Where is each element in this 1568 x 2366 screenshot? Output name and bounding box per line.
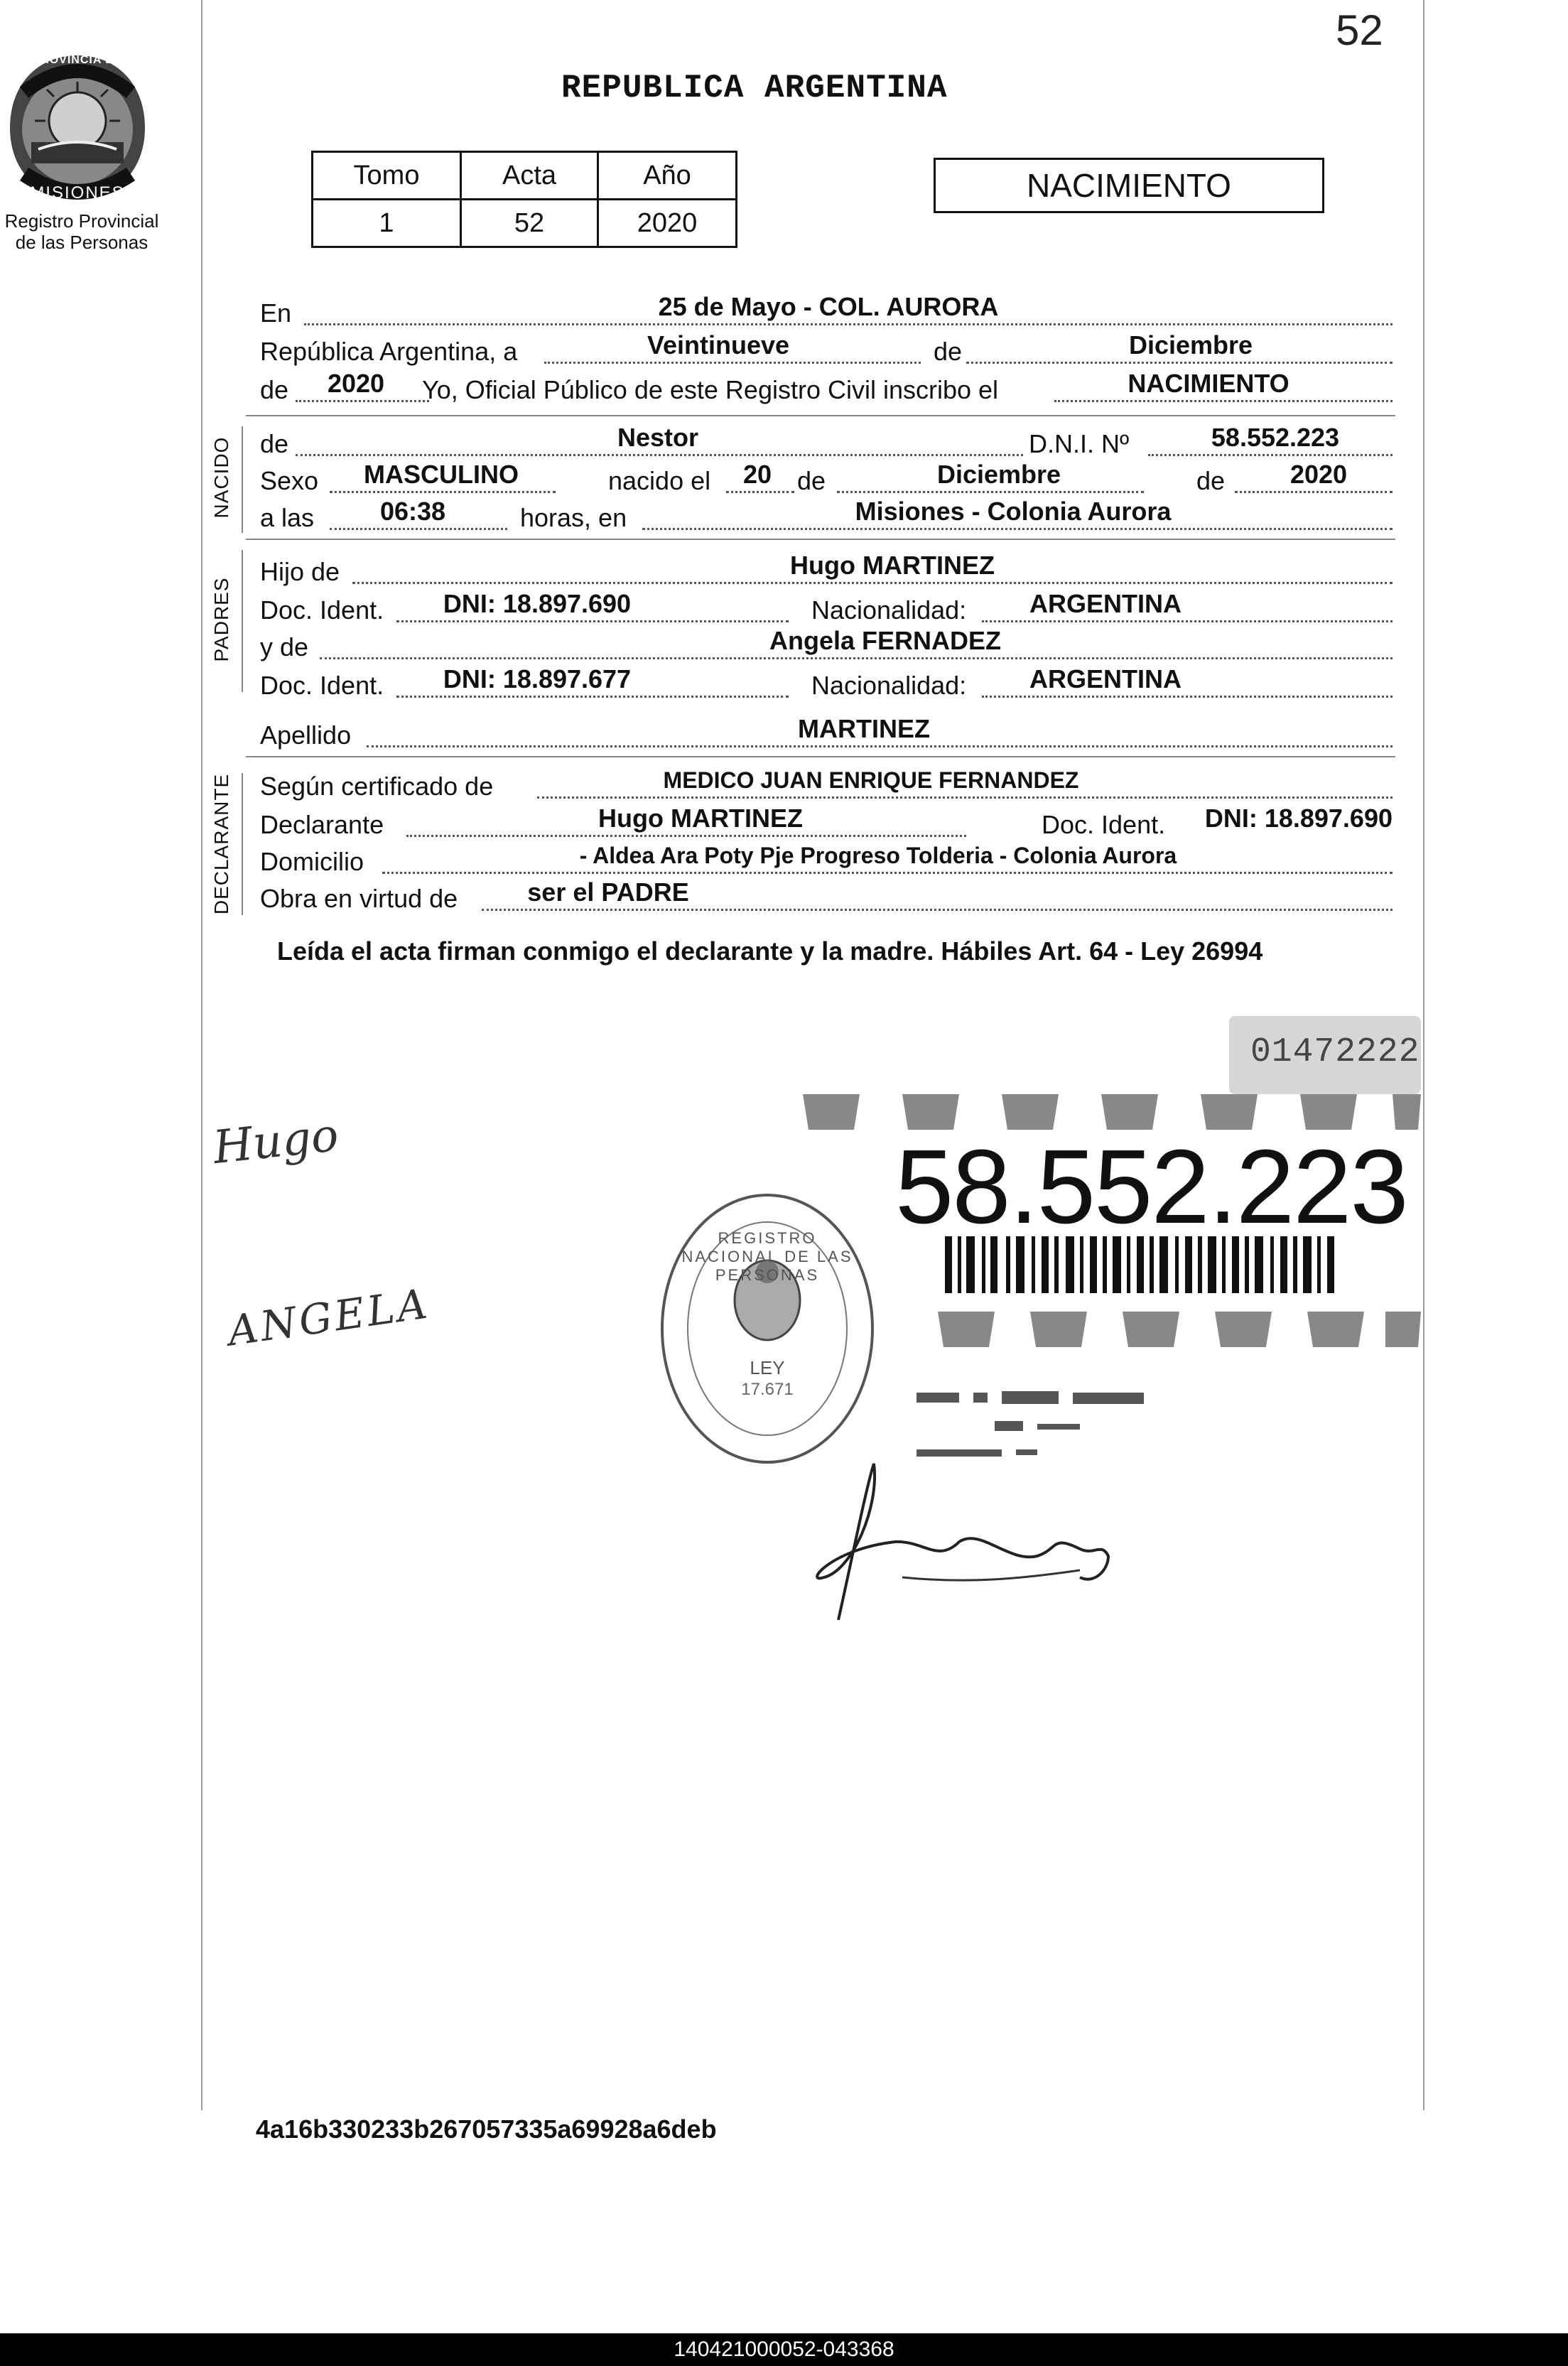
emblem-top-text: PROVINCIA DE bbox=[32, 54, 123, 66]
label-en: En bbox=[260, 298, 292, 328]
label-y-de: y de bbox=[260, 632, 309, 661]
official-signature bbox=[796, 1449, 1165, 1638]
separator-2 bbox=[246, 539, 1395, 540]
value-birth-month: Diciembre bbox=[936, 460, 1061, 489]
record-type-box: NACIMIENTO bbox=[934, 158, 1324, 213]
value-time: 06:38 bbox=[379, 497, 446, 526]
tomo-value: 1 bbox=[313, 200, 461, 247]
line-mother bbox=[260, 626, 1393, 665]
father-signature: Hugo bbox=[210, 1108, 341, 1175]
emblem-bottom-text: MISIONES bbox=[30, 183, 125, 202]
line-capacity bbox=[260, 877, 1393, 917]
seal-ley: LEY bbox=[750, 1357, 785, 1378]
section-declarante: DECLARANTE bbox=[210, 773, 232, 915]
acta-header: Acta bbox=[461, 152, 598, 200]
page-number: 52 bbox=[1336, 6, 1383, 54]
line-year bbox=[260, 369, 1393, 408]
label-horas-en: horas, en bbox=[520, 503, 627, 532]
value-declarant: Hugo MARTINEZ bbox=[598, 804, 803, 833]
value-mother: Angela FERNADEZ bbox=[769, 626, 1002, 655]
label-dni: D.N.I. Nº bbox=[1029, 429, 1130, 458]
provincial-emblem bbox=[3, 50, 152, 205]
label-obra: Obra en virtud de bbox=[260, 884, 458, 913]
value-dni: 58.552.223 bbox=[1211, 423, 1340, 452]
acta-value: 52 bbox=[461, 200, 598, 247]
registry-name bbox=[0, 210, 163, 253]
line-name bbox=[260, 423, 1393, 462]
seal-text: REGISTRO NACIONAL DE LAS PERSONAS bbox=[681, 1229, 853, 1284]
footer-barcode-id: 140421000052-043368 bbox=[0, 2333, 1568, 2366]
label-a-las: a las bbox=[260, 503, 315, 532]
label-de-mes: de bbox=[934, 337, 963, 366]
value-name: Nestor bbox=[617, 423, 699, 452]
section-padres: PADRES bbox=[210, 577, 232, 662]
value-address: - Aldea Ara Poty Pje Progreso Tolderia - Colonia Aurora bbox=[579, 843, 1177, 868]
line-date bbox=[260, 330, 1393, 369]
line-surname bbox=[260, 714, 1393, 753]
label-de-anio: de bbox=[260, 375, 289, 404]
label-de-dia: de bbox=[797, 466, 826, 495]
separator-1 bbox=[246, 415, 1395, 416]
seal-ley-number: 17.671 bbox=[741, 1380, 794, 1399]
label-declarante: Declarante bbox=[260, 810, 384, 839]
value-birth-place: Misiones - Colonia Aurora bbox=[855, 497, 1172, 526]
value-father-nat: ARGENTINA bbox=[1029, 589, 1182, 618]
value-year: 2020 bbox=[327, 369, 385, 398]
volume-value-row bbox=[313, 200, 737, 247]
left-margin-line bbox=[201, 0, 202, 2110]
line-mother-doc bbox=[260, 664, 1393, 703]
label-apellido: Apellido bbox=[260, 720, 352, 750]
registry-line-1: Registro Provincial bbox=[4, 210, 159, 232]
line-father bbox=[260, 551, 1393, 590]
line-certificate bbox=[260, 767, 1393, 804]
value-mother-nat: ARGENTINA bbox=[1029, 664, 1182, 693]
document-hash: 4a16b330233b267057335a69928a6deb bbox=[256, 2114, 717, 2144]
value-father: Hugo MARTINEZ bbox=[790, 551, 995, 580]
line-sex bbox=[260, 460, 1393, 499]
serial-number: 01472222 bbox=[1250, 1033, 1420, 1071]
registry-line-2: de las Personas bbox=[15, 232, 148, 253]
right-margin-line bbox=[1423, 0, 1424, 2110]
label-doc-ident-father: Doc. Ident. bbox=[260, 595, 384, 625]
line-father-doc bbox=[260, 589, 1393, 628]
section-nacido: NACIDO bbox=[210, 436, 232, 519]
document-title: REPUBLICA ARGENTINA bbox=[561, 70, 948, 107]
value-mother-doc: DNI: 18.897.677 bbox=[443, 664, 632, 693]
label-nacido-el: nacido el bbox=[608, 466, 711, 495]
value-father-doc: DNI: 18.897.690 bbox=[443, 589, 632, 618]
value-sex: MASCULINO bbox=[364, 460, 519, 489]
line-declarant bbox=[260, 804, 1393, 843]
label-republica: República Argentina, a bbox=[260, 337, 518, 366]
value-surname: MARTINEZ bbox=[798, 714, 930, 743]
value-certificate: MEDICO JUAN ENRIQUE FERNANDEZ bbox=[663, 767, 1079, 793]
separator-3 bbox=[246, 756, 1395, 757]
label-de-nombre: de bbox=[260, 429, 289, 458]
value-month: Diciembre bbox=[1128, 330, 1253, 360]
closing-text: Leída el acta firman conmigo el declarante y la madre. Hábiles Art. 64 - Ley 26994 bbox=[277, 936, 1263, 966]
label-hijo-de: Hijo de bbox=[260, 557, 340, 586]
value-declarant-doc: DNI: 18.897.690 bbox=[1204, 804, 1393, 833]
label-inscribo: Yo, Oficial Público de este Registro Civil inscribo el bbox=[422, 375, 999, 404]
line-time bbox=[260, 497, 1393, 536]
line-place bbox=[260, 292, 1393, 331]
nacido-section-bar bbox=[242, 426, 243, 533]
declarante-section-bar bbox=[242, 773, 243, 915]
id-sticker bbox=[796, 1087, 1421, 1350]
national-registry-seal bbox=[654, 1187, 881, 1471]
volume-header-row bbox=[313, 152, 737, 200]
anio-value: 2020 bbox=[598, 200, 737, 247]
value-capacity: ser el PADRE bbox=[527, 877, 689, 907]
mother-signature: ANGELA bbox=[225, 1279, 433, 1356]
value-birth-year: 2020 bbox=[1289, 460, 1348, 489]
value-day-words: Veintinueve bbox=[647, 330, 790, 360]
label-segun: Según certificado de bbox=[260, 772, 494, 801]
tomo-header: Tomo bbox=[313, 152, 461, 200]
label-nacionalidad-father: Nacionalidad: bbox=[811, 595, 967, 625]
value-event: NACIMIENTO bbox=[1128, 369, 1289, 398]
value-place: 25 de Mayo - COL. AURORA bbox=[658, 292, 999, 321]
label-de-anio-nac: de bbox=[1196, 466, 1226, 495]
anio-header: Año bbox=[598, 152, 737, 200]
label-doc-ident-mother: Doc. Ident. bbox=[260, 671, 384, 700]
volume-table bbox=[311, 151, 737, 248]
label-nacionalidad-mother: Nacionalidad: bbox=[811, 671, 967, 700]
label-doc-ident-declarant: Doc. Ident. bbox=[1042, 810, 1166, 839]
sticker-dni-number: 58.552.223 bbox=[895, 1128, 1407, 1246]
value-birth-day: 20 bbox=[742, 460, 772, 489]
label-sexo: Sexo bbox=[260, 466, 319, 495]
line-address bbox=[260, 843, 1393, 880]
padres-section-bar bbox=[242, 550, 243, 692]
label-domicilio: Domicilio bbox=[260, 847, 364, 876]
